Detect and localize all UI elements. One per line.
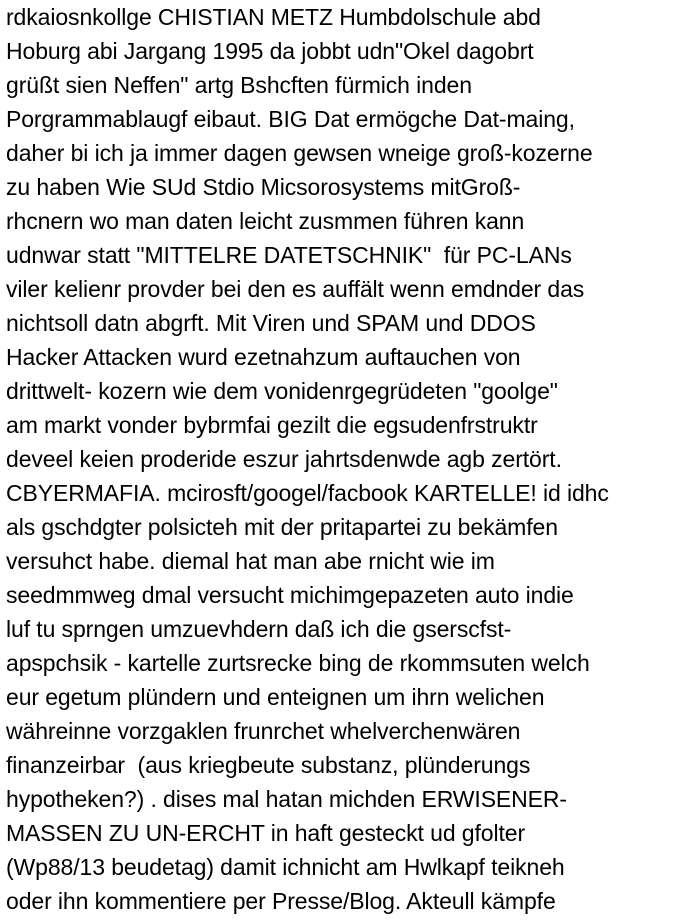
- text-line: nichtsoll datn abgrft. Mit Viren und SPAM und DDOS: [6, 310, 536, 336]
- text-line: währeinne vorzgaklen frunrchet whelverchenwären: [6, 718, 521, 744]
- text-line: drittwelt- kozern wie dem vonidenrgegrüdeten "goolge": [6, 378, 558, 404]
- text-line: rhcnern wo man daten leicht zusmmen führen kann: [6, 208, 525, 234]
- text-line: am markt vonder bybrmfai gezilt die egsudenfrstruktr: [6, 412, 538, 438]
- text-line: deveel keien proderide eszur jahrtsdenwde agb zertört.: [6, 446, 562, 472]
- text-line: seedmmweg dmal versucht michimgepazeten auto indie: [6, 582, 574, 608]
- text-line: viler kelienr provder bei den es auffält wenn emdnder das: [6, 276, 585, 302]
- text-line: versuhct habe. diemal hat man abe rnicht wie im: [6, 548, 495, 574]
- text-line: Hoburg abi Jargang 1995 da jobbt udn"Okel dagobrt: [6, 38, 534, 64]
- text-line: daher bi ich ja immer dagen gewsen wneige groß-kozerne: [6, 140, 593, 166]
- text-line: eur egetum plündern und enteignen um ihrn welichen: [6, 684, 545, 710]
- text-line: MASSEN ZU UN-ERCHT in haft gesteckt ud gfolter: [6, 820, 526, 846]
- text-line: Hacker Attacken wurd ezetnahzum auftauchen von: [6, 344, 521, 370]
- text-line: rdkaiosnkollge CHISTIAN METZ Humbdolschule abd: [6, 4, 541, 30]
- text-line: finanzeirbar (aus kriegbeute substanz, plünderungs: [6, 752, 531, 778]
- text-line: Porgrammablaugf eibaut. BIG Dat ermögche Dat-maing,: [6, 106, 575, 132]
- text-line: luf tu sprngen umzuevhdern daß ich die gserscfst-: [6, 616, 512, 642]
- text-line: oder ihn kommentiere per Presse/Blog. Akteull kämpfe: [6, 888, 556, 914]
- text-line: als gschdgter polsicteh mit der pritapartei zu bekämfen: [6, 514, 558, 540]
- text-line: (Wp88/13 beudetag) damit ichnicht am Hwlkapf teikneh: [6, 854, 565, 880]
- text-line: grüßt sien Neffen" artg Bshcften fürmich inden: [6, 72, 472, 98]
- text-line: udnwar statt "MITTELRE DATETSCHNIK" für PC-LANs: [6, 242, 572, 268]
- document-text-body: [6, 0, 684, 918]
- text-line: zu haben Wie SUd Stdio Micsorosystems mitGroß-: [6, 174, 521, 200]
- text-line: CBYERMAFIA. mcirosft/googel/facbook KARTELLE! id idhc: [6, 480, 609, 506]
- text-line: hypotheken?) . dises mal hatan michden ERWISENER-: [6, 786, 567, 812]
- text-line: apspchsik - kartelle zurtsrecke bing de rkommsuten welch: [6, 650, 590, 676]
